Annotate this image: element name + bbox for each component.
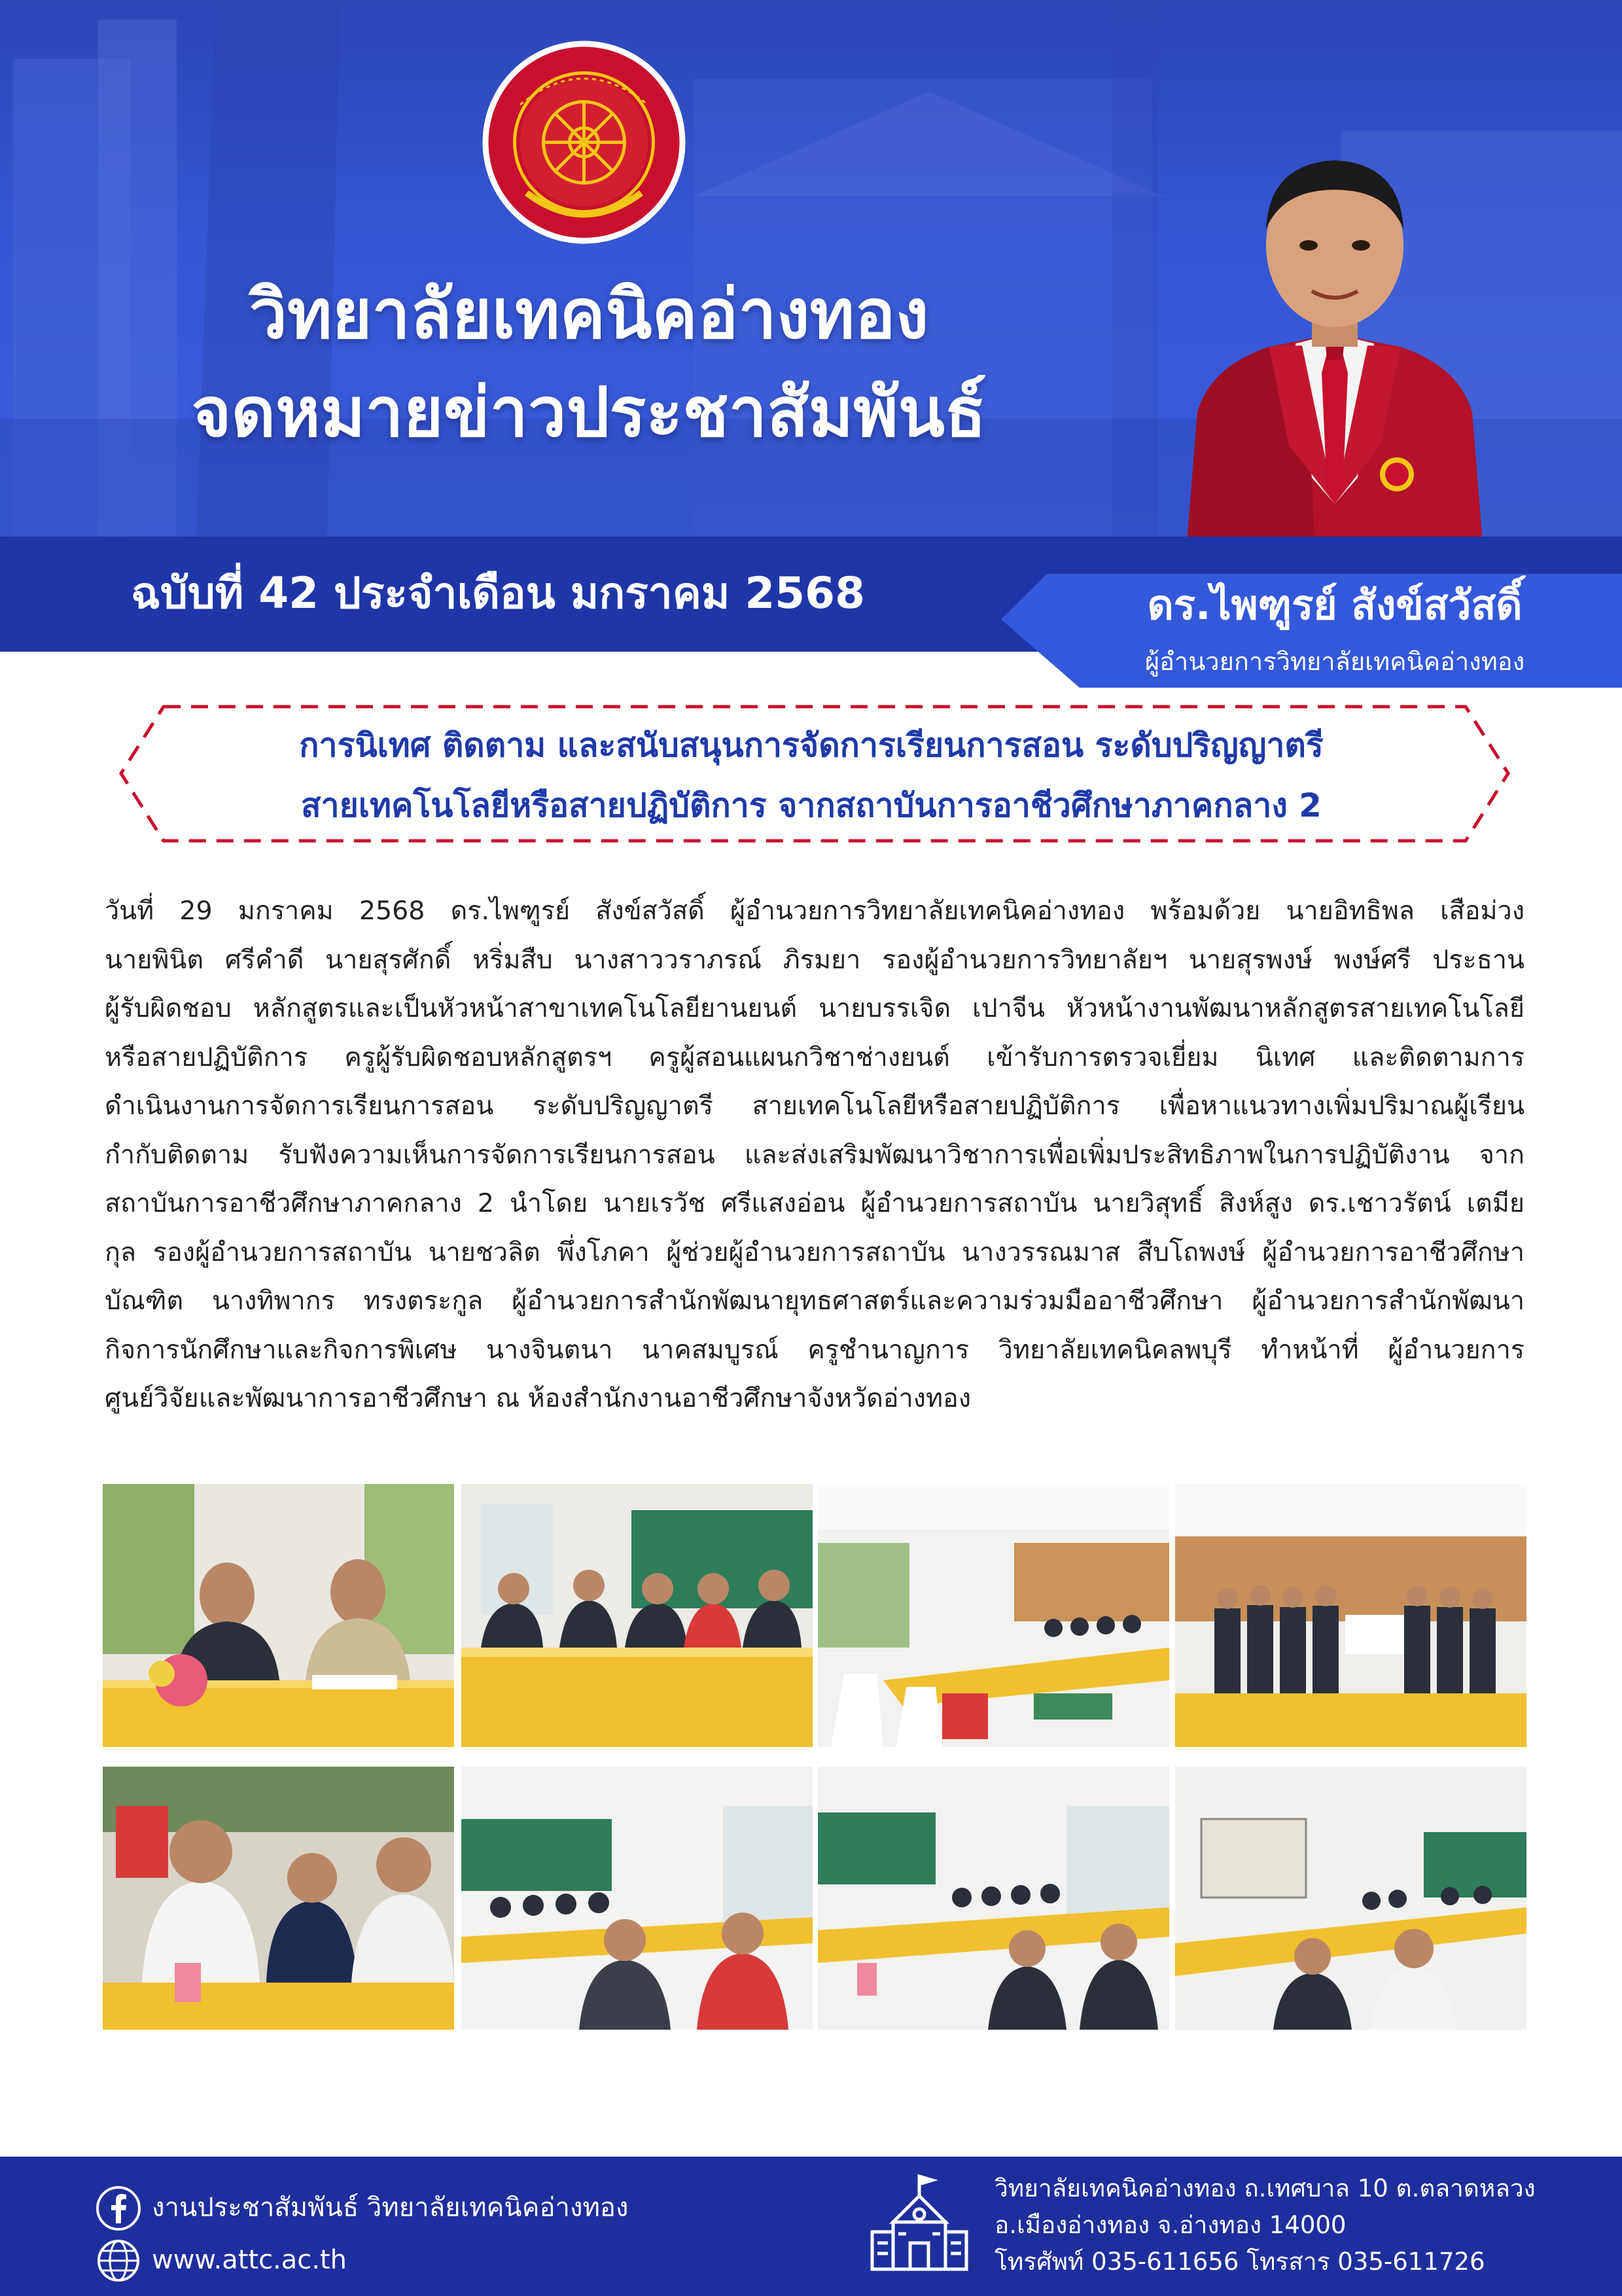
headline-line-1: การนิเทศ ติดตาม และสนับสนุนการจัดการเรียนการสอน ระดับปริญญาตรี (299, 726, 1324, 764)
issue-label: ฉบับที่ 42 ประจำเดือน มกราคม 2568 (131, 568, 866, 618)
body-line: กำกับติดตาม รับฟังความเห็นการจัดการเรียนการสอน และส่งเสริมพัฒนาวิชาการเพื่อเพิ่มประสิทธิภาพในการปฏิบัติงาน จาก (105, 1139, 1525, 1170)
photo-meeting-7 (818, 1767, 1169, 2030)
body-line: ศูนย์วิจัยและพัฒนาการอาชีวศึกษา ณ ห้องสำนักงานอาชีวศึกษาจังหวัดอ่างทอง (105, 1383, 972, 1413)
article-body (105, 887, 1525, 1423)
footer-address-line-1: วิทยาลัยเทคนิคอ่างทอง ถ.เทศบาล 10 ต.ตลาดหลวง (995, 2174, 1536, 2202)
website-link[interactable]: www.attc.ac.th (152, 2245, 347, 2275)
school-building-icon (867, 2170, 972, 2274)
footer-phone: โทรศัพท์ 035-611656 โทรสาร 035-611726 (995, 2248, 1485, 2276)
facebook-icon[interactable] (96, 2185, 141, 2231)
body-line: สถาบันการอาชีวศึกษาภาคกลาง 2 นำโดย นายเรวัช ศรีแสงอ่อน ผู้อำนวยการสถาบัน นายวิสุทธิ์ สิงห์สูง ดร.เชาวรัตน์ เตมีย (105, 1188, 1525, 1218)
footer-address-line-2: อ.เมืองอ่างทอง จ.อ่างทอง 14000 (995, 2211, 1347, 2239)
photo-group-4 (1175, 1484, 1526, 1747)
body-line: ดำเนินงานการจัดการเรียนการสอน ระดับปริญญาตรี สายเทคโนโลยีหรือสายปฏิบัติการ เพื่อหาแนวทางเพิ่มปริมาณผู้เรียน (105, 1091, 1525, 1121)
college-seal-logo (481, 39, 687, 245)
photo-meeting-5 (103, 1767, 454, 2030)
body-line: บัณฑิต นางทิพากร ทรงตระกูล ผู้อำนวยการสำนักพัฒนายุทธศาสตร์และความร่วมมืออาชีวศึกษา ผู้อำนวยการสำนักพัฒนา (105, 1286, 1525, 1316)
photo-meeting-8 (1175, 1767, 1526, 2030)
globe-icon[interactable] (96, 2238, 141, 2284)
headline-line-2: สายเทคโนโลยีหรือสายปฏิบัติการ จากสถาบันการอาชีวศึกษาภาคกลาง 2 (301, 786, 1322, 824)
body-line: ผู้รับผิดชอบ หลักสูตรและเป็นหัวหน้าสาขาเทคโนโลยียานยนต์ นายบรรเจิด เปาจีน หัวหน้างานพัฒนาหลักสูตรสายเทคโนโลยี (105, 993, 1525, 1023)
college-name-title: วิทยาลัยเทคนิคอ่างทอง (249, 274, 929, 354)
newsletter-title: จดหมายข่าวประชาสัมพันธ์ (191, 372, 987, 452)
photo-meeting-6 (461, 1767, 813, 2030)
body-line: วันที่ 29 มกราคม 2568 ดร.ไพฑูรย์ สังข์สวัสดิ์ ผู้อำนวยการวิทยาลัยเทคนิคอ่างทอง พร้อมด้วย นายอิทธิพล เสือม่วง (105, 896, 1525, 926)
body-line: กิจการนักศึกษาและกิจการพิเศษ นางจินตนา นาคสมบูรณ์ ครูชำนาญการ วิทยาลัยเทคนิคลพบุรี ทำหน้าที่ ผู้อำนวยการ (105, 1334, 1525, 1365)
header-banner (0, 0, 1622, 537)
body-line: นายพินิต ศรีคำดี นายสุรศักดิ์ หริ่มสืบ นางสาววราภรณ์ ภิรมยา รองผู้อำนวยการวิทยาลัยฯ นายสุรพงษ์ พงษ์ศรี ประธาน (105, 944, 1525, 975)
photo-meeting-2 (461, 1484, 813, 1747)
body-line: กุล รองผู้อำนวยการสถาบัน นายชวลิต พึ่งโภคา ผู้ช่วยผู้อำนวยการสถาบัน นางวรรณมาส สืบโถพงษ์ ผู้อำนวยการอาชีวศึกษา (105, 1237, 1525, 1267)
photo-meeting-3 (818, 1484, 1169, 1747)
facebook-page-link[interactable]: งานประชาสัมพันธ์ วิทยาลัยเทคนิคอ่างทอง (152, 2193, 629, 2223)
director-name: ดร.ไพฑูรย์ สังข์สวัสดิ์ (1147, 581, 1523, 629)
photo-meeting-1 (103, 1484, 454, 1747)
body-line: หรือสายปฏิบัติการ ครูผู้รับผิดชอบหลักสูตรฯ ครูผู้สอนแผนกวิชาช่างยนต์ เข้ารับการตรวจเยี่ยม นิเทศ และติดตามการ (105, 1042, 1525, 1072)
director-portrait (1171, 137, 1498, 537)
director-title: ผู้อำนวยการวิทยาลัยเทคนิคอ่างทอง (1144, 647, 1525, 676)
